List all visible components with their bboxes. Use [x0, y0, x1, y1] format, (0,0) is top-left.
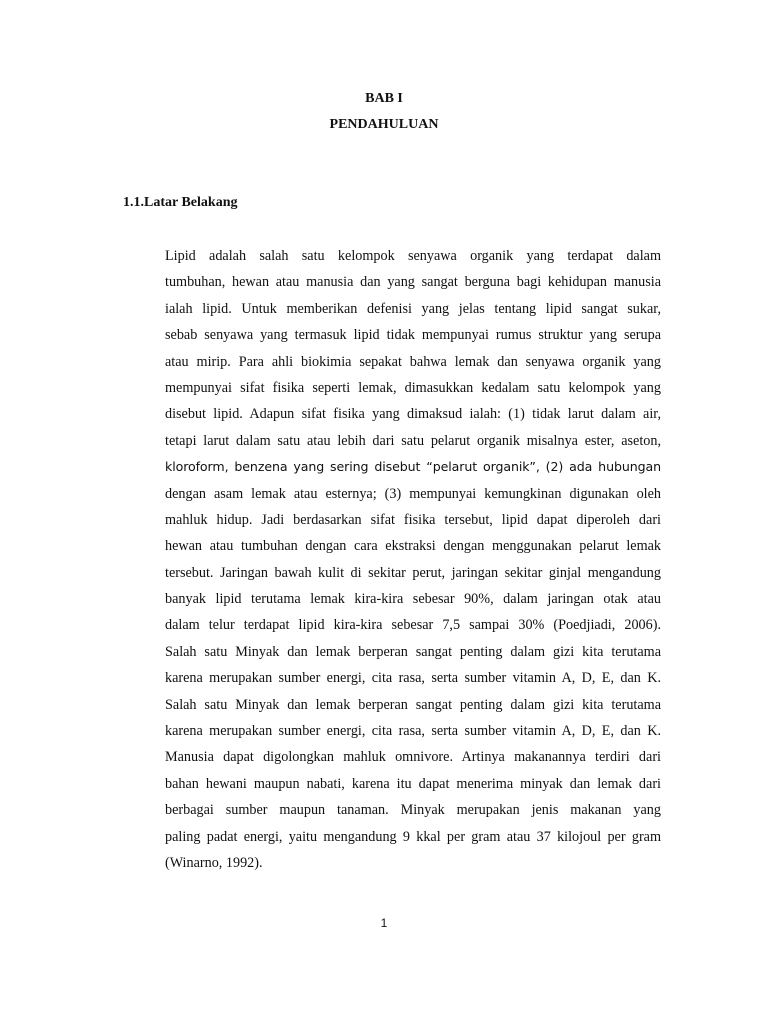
paragraph-line: mempunyai sifat fisika seperti lemak, dimasukkan kedalam satu kelompok yang [165, 379, 661, 396]
paragraph-line: atau mirip. Para ahli biokimia sepakat bahwa lemak dan senyawa organik yang [165, 353, 661, 370]
paragraph-line: kloroform, benzena yang sering disebut “pelarut organik”, (2) ada hubungan [165, 459, 661, 475]
body-paragraph [165, 243, 661, 876]
paragraph-line: ialah lipid. Untuk memberikan defenisi yang jelas tentang lipid sangat sukar, [165, 300, 661, 317]
paragraph-line: karena merupakan sumber energi, cita rasa, serta sumber vitamin A, D, E, dan K. [165, 670, 661, 687]
paragraph-line: banyak lipid terutama lemak kira-kira sebesar 90%, dalam jaringan otak atau [165, 591, 661, 608]
paragraph-line: Salah satu Minyak dan lemak berperan sangat penting dalam gizi kita terutama [165, 643, 661, 660]
chapter-title: PENDAHULUAN [329, 117, 439, 132]
paragraph-line: berbagai sumber maupun tanaman. Minyak merupakan jenis makanan yang [165, 802, 661, 819]
paragraph-line: (Winarno, 1992). [165, 854, 263, 871]
paragraph-line: tetapi larut dalam satu atau lebih dari satu pelarut organik misalnya ester, aseton, [165, 432, 661, 449]
paragraph-line: mahluk hidup. Jadi berdasarkan sifat fisika tersebut, lipid dapat diperoleh dari [165, 511, 661, 528]
paragraph-line: Lipid adalah salah satu kelompok senyawa organik yang terdapat dalam [165, 248, 661, 264]
page-number: 1 [380, 916, 388, 930]
paragraph-line: Salah satu Minyak dan lemak berperan sangat penting dalam gizi kita terutama [165, 696, 661, 713]
section-heading: 1.1.Latar Belakang [123, 195, 238, 210]
paragraph-line: hewan atau tumbuhan dengan cara ekstraksi dengan menggunakan pelarut lemak [165, 538, 661, 555]
paragraph-line: tumbuhan, hewan atau manusia dan yang sangat berguna bagi kehidupan manusia [165, 274, 661, 291]
paragraph-line: dalam telur terdapat lipid kira-kira sebesar 7,5 sampai 30% (Poedjiadi, 2006). [165, 617, 661, 634]
paragraph-line: disebut lipid. Adapun sifat fisika yang dimaksud ialah: (1) tidak larut dalam air, [165, 406, 661, 423]
paragraph-line: dengan asam lemak atau esternya; (3) mempunyai kemungkinan digunakan oleh [165, 485, 661, 502]
paragraph-line: bahan hewani maupun nabati, karena itu dapat menerima minyak dan lemak dari [165, 775, 661, 792]
paragraph-line: tersebut. Jaringan bawah kulit di sekitar perut, jaringan sekitar ginjal mengandung [165, 564, 661, 581]
paragraph-line: karena merupakan sumber energi, cita rasa, serta sumber vitamin A, D, E, dan K. [165, 723, 661, 740]
paragraph-line: paling padat energi, yaitu mengandung 9 kkal per gram atau 37 kilojoul per gram [165, 828, 661, 845]
paragraph-line: Manusia dapat digolongkan mahluk omnivore. Artinya makanannya terdiri dari [165, 749, 661, 766]
chapter-number: BAB I [365, 91, 403, 106]
paragraph-line: sebab senyawa yang termasuk lipid tidak mempunyai rumus struktur yang serupa [165, 327, 661, 344]
